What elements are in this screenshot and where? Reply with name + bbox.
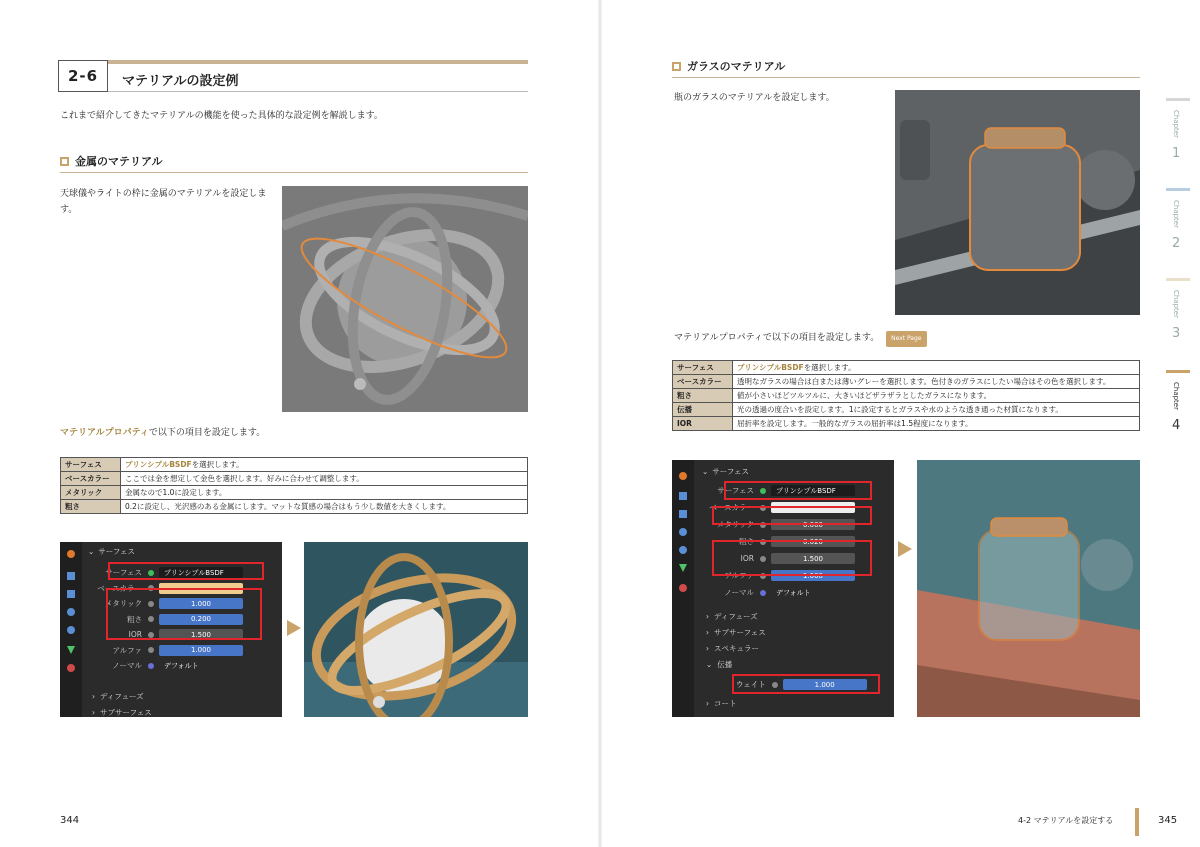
property-field[interactable]: 1.000	[771, 570, 855, 581]
table-value-text: を選択します。	[803, 363, 856, 372]
chapter-tab-bar	[1166, 278, 1190, 281]
table-value-text: 0.2に設定し、光沢感のある金属にします。マットな質感の場合はもう少し数値を大きくします。	[125, 502, 451, 511]
metal-heading-text: 金属のマテリアル	[75, 155, 163, 168]
glass-prop-text: マテリアルプロパティで以下の項目を設定します。	[674, 333, 880, 343]
glass-jar-final-image	[917, 460, 1140, 717]
metal-desc: 天球儀やライトの枠に金属のマテリアルを設定します。	[60, 189, 267, 215]
chapter-tab-number: 4	[1172, 418, 1181, 433]
property-field[interactable]: プリンシプルBSDF	[159, 567, 243, 578]
chapter-tab-number: 3	[1172, 326, 1181, 341]
table-row	[61, 472, 528, 486]
table-value-text: を選択します。	[191, 460, 244, 469]
property-field[interactable]: 0.000	[771, 519, 855, 530]
table-value-text: 透明なガラスの場合は白または薄いグレーを選択します。色付きのガラスにしたい場合はその色を選択します。	[737, 377, 1111, 386]
chapter-tab-bar	[1166, 98, 1190, 101]
highlight-metal-params	[106, 588, 262, 640]
chapter-tab-3[interactable]	[1166, 278, 1190, 358]
arrow-right-icon	[898, 541, 912, 557]
table-value	[733, 375, 1140, 389]
property-tabs-toolbar	[672, 460, 694, 717]
table-row	[673, 403, 1140, 417]
section-number: 2-6	[58, 60, 108, 92]
property-label: メタリック	[104, 599, 142, 608]
metal-heading-rule	[60, 172, 528, 173]
property-label: アルファ	[724, 571, 754, 580]
transmission-section[interactable]	[706, 659, 732, 670]
table-value-highlight: プリンシプルBSDF	[125, 460, 192, 469]
table-row	[61, 458, 528, 472]
collapsed-section-label: サブサーフェス	[100, 708, 152, 717]
chapter-tab-word: Chapter	[1172, 382, 1180, 410]
section-title: マテリアルの設定例	[122, 74, 239, 89]
glass-desc: 瓶のガラスのマテリアルを設定します。	[674, 93, 835, 103]
metal-prop-line	[60, 425, 265, 441]
property-field[interactable]: デフォルト	[776, 588, 811, 597]
right-page-number: 345	[1158, 815, 1178, 826]
glass-jar-image	[895, 90, 1140, 315]
glass-surface-section[interactable]: ⌄ サーフェス	[702, 467, 750, 476]
table-row	[673, 417, 1140, 431]
table-value	[733, 417, 1140, 431]
table-key: 粗さ	[673, 389, 733, 403]
table-key: メタリック	[61, 486, 121, 500]
collapsed-section-label: サブサーフェス	[714, 628, 766, 637]
collapsed-section-label: ディフューズ	[100, 692, 144, 701]
highlight-surface	[724, 481, 872, 500]
property-field[interactable]: 1.500	[771, 553, 855, 564]
property-label: IOR	[128, 630, 142, 639]
collapsed-section[interactable]	[706, 611, 758, 622]
section-bottom-rule	[108, 91, 528, 92]
chevron-down-icon: ⌄	[88, 547, 95, 556]
table-key: IOR	[673, 417, 733, 431]
glass-settings-table	[672, 360, 1140, 431]
chapter-tab-number: 1	[1172, 146, 1181, 161]
table-value-text: ここでは金を想定して金色を選択します。好みに合わせて調整します。	[125, 474, 364, 483]
chevron-down-icon: ⌄	[702, 467, 709, 476]
square-bullet-icon	[672, 62, 681, 71]
property-tab-icons	[60, 542, 82, 717]
book-spine	[598, 0, 602, 847]
property-field[interactable]: 0.200	[159, 614, 243, 625]
chapter-tab-word: Chapter	[1172, 290, 1180, 318]
running-footer: 4-2 マテリアルを設定する	[1018, 816, 1114, 825]
property-label: アルファ	[112, 645, 142, 655]
transmission-label: 伝播	[717, 660, 733, 669]
property-label: IOR	[740, 554, 754, 563]
highlight-surface	[108, 562, 264, 580]
chapter-tab-bar	[1166, 370, 1190, 373]
property-tab-icons	[672, 460, 694, 717]
square-bullet-icon	[60, 157, 69, 166]
table-value	[121, 486, 528, 500]
footer-bar	[1135, 808, 1139, 836]
socket-dot-icon[interactable]	[148, 663, 154, 669]
table-value-text: 光の透過の度合いを設定します。1に設定するとガラスや水のような透き通った材質になります。	[737, 405, 1063, 414]
chapter-tab-number: 2	[1172, 236, 1181, 251]
chapter-tab-4[interactable]	[1166, 370, 1190, 450]
property-field[interactable]: プリンシプルBSDF	[771, 485, 855, 496]
table-value	[733, 403, 1140, 417]
weight-field[interactable]: 1.000	[783, 679, 867, 690]
table-value	[733, 361, 1140, 375]
table-row	[673, 361, 1140, 375]
metal-settings-table	[60, 457, 528, 514]
table-key: サーフェス	[673, 361, 733, 375]
collapsed-section[interactable]	[706, 643, 759, 654]
chevron-right-icon: ›	[92, 692, 95, 701]
chevron-right-icon: ›	[706, 628, 709, 637]
chapter-tab-2[interactable]	[1166, 188, 1190, 268]
highlight-roughness-ior	[712, 540, 872, 576]
table-row	[673, 389, 1140, 403]
highlight-base-color	[712, 506, 872, 525]
property-label: サーフェス	[717, 486, 754, 495]
collapsed-section[interactable]	[92, 691, 144, 702]
table-value	[121, 458, 528, 472]
weight-label: ウェイト	[736, 680, 766, 689]
socket-dot-icon[interactable]	[148, 647, 154, 653]
collapsed-section-label: スペキュラー	[714, 644, 759, 653]
property-label: ノーマル	[724, 588, 754, 597]
property-field[interactable]: 1.000	[159, 645, 243, 656]
material-properties-link[interactable]: マテリアルプロパティ	[60, 428, 149, 438]
table-value-text: 金属なので1.0に設定します。	[125, 488, 227, 497]
chevron-down-icon: ⌄	[706, 660, 713, 669]
table-row	[673, 375, 1140, 389]
property-label: ベースカラー	[97, 583, 142, 593]
coat-section[interactable]	[706, 698, 737, 709]
property-label: サーフェス	[105, 568, 142, 577]
glass-heading	[672, 58, 785, 74]
chapter-tab-word: Chapter	[1172, 200, 1180, 228]
property-label: ベースカラー	[709, 503, 754, 512]
property-tabs-toolbar	[60, 542, 82, 717]
left-page-number: 344	[60, 815, 80, 826]
table-value	[121, 472, 528, 486]
collapsed-section[interactable]	[92, 707, 152, 717]
table-key: サーフェス	[61, 458, 121, 472]
glass-jar-render	[895, 90, 1140, 315]
chevron-right-icon: ›	[706, 644, 709, 653]
section-top-rule	[58, 60, 528, 64]
armillary-render	[282, 186, 528, 412]
table-key: ベースカラー	[61, 472, 121, 486]
table-value-text: 屈折率を設定します。一般的なガラスの屈折率は1.5程度になります。	[737, 419, 973, 428]
property-row	[692, 587, 855, 598]
intro-text: これまで紹介してきたマテリアルの機能を使った具体的な設定例を解説します。	[60, 111, 383, 121]
property-field[interactable]: デフォルト	[164, 661, 199, 670]
table-key: 粗さ	[61, 500, 121, 514]
table-value-text: 値が小さいほどツルツルに、大きいほどザラザラとしたガラスになります。	[737, 391, 992, 400]
property-row	[80, 645, 243, 656]
armillary-sphere-image	[282, 186, 528, 412]
table-value-highlight: プリンシプルBSDF	[737, 363, 804, 372]
property-field[interactable]: 0.020	[771, 536, 855, 547]
glass-jar-final-render	[917, 460, 1140, 717]
socket-dot-icon[interactable]	[772, 682, 778, 688]
chapter-tab-bar	[1166, 188, 1190, 191]
property-row	[80, 660, 243, 671]
property-field[interactable]: 1.000	[159, 598, 243, 609]
metal-property-panel	[60, 542, 282, 717]
chevron-right-icon: ›	[706, 699, 709, 708]
glass-prop-line	[674, 330, 927, 347]
property-label: 粗さ	[127, 614, 142, 624]
glass-property-panel	[672, 460, 894, 717]
gold-armillary-render	[304, 542, 528, 717]
chevron-right-icon: ›	[92, 708, 95, 717]
collapsed-section-label: ディフューズ	[714, 612, 758, 621]
property-label: メタリック	[716, 520, 754, 529]
metal-prop-rest: で以下の項目を設定します。	[148, 428, 266, 438]
arrow-right-icon	[287, 620, 301, 636]
metal-surface-section[interactable]: ⌄ サーフェス	[88, 547, 136, 556]
metal-heading	[60, 153, 163, 169]
coat-label: コート	[714, 699, 737, 708]
chevron-right-icon: ›	[706, 612, 709, 621]
property-label: 粗さ	[739, 537, 754, 546]
weight-row	[736, 679, 867, 690]
table-value	[121, 500, 528, 514]
socket-dot-icon[interactable]	[760, 590, 766, 596]
table-value	[733, 389, 1140, 403]
glass-heading-rule	[672, 77, 1140, 78]
next-page-badge[interactable]: Next Page	[886, 331, 926, 347]
glass-heading-text: ガラスのマテリアル	[687, 60, 786, 73]
gold-armillary-image	[304, 542, 528, 717]
table-row	[61, 486, 528, 500]
table-row	[61, 500, 528, 514]
collapsed-section[interactable]	[706, 627, 766, 638]
chapter-tab-word: Chapter	[1172, 110, 1180, 138]
chapter-tab-1[interactable]	[1166, 98, 1190, 178]
table-key: ベースカラー	[673, 375, 733, 389]
property-field[interactable]: 1.500	[159, 629, 243, 640]
property-label: ノーマル	[112, 661, 142, 670]
table-key: 伝播	[673, 403, 733, 417]
